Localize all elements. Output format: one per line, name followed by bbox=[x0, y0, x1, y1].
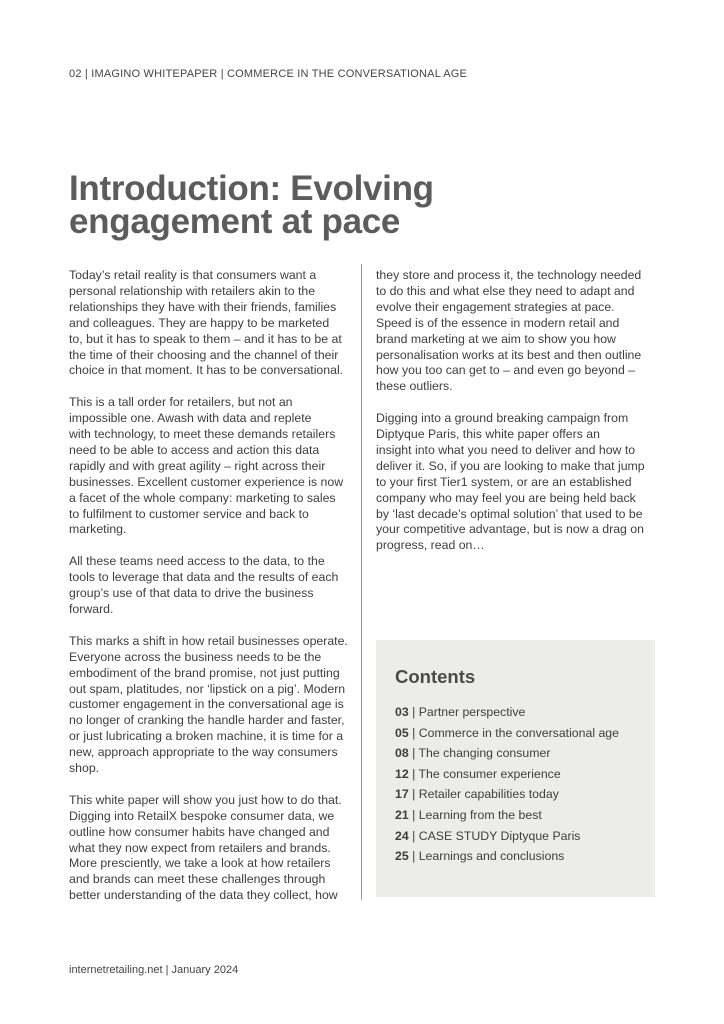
contents-item[interactable]: 24 | CASE STUDY Diptyque Paris bbox=[395, 828, 581, 843]
contents-box bbox=[376, 640, 655, 897]
contents-page-number: 24 bbox=[395, 828, 409, 843]
contents-page-number: 21 bbox=[395, 807, 409, 822]
contents-item[interactable]: 25 | Learnings and conclusions bbox=[395, 849, 565, 864]
title-line-1: Introduction: Evolving bbox=[69, 169, 434, 208]
contents-page-number: 12 bbox=[395, 766, 409, 781]
contents-label: Partner perspective bbox=[418, 705, 526, 719]
column-divider bbox=[361, 264, 362, 900]
contents-page-number: 17 bbox=[395, 787, 409, 802]
contents-label: Learnings and conclusions bbox=[418, 849, 565, 864]
page-header: 02 | IMAGINO WHITEPAPER | COMMERCE IN THE CONVERSATIONAL AGE bbox=[69, 68, 468, 80]
contents-label: The consumer experience bbox=[418, 766, 561, 781]
contents-label: Learning from the best bbox=[418, 807, 542, 822]
left-column bbox=[69, 268, 354, 920]
paragraph: Digging into a ground breaking campaign from Diptyque Paris, this white paper offers an insight into what you need to deliver and how to deliver it. So, if you are looking to make that jump to your first Tier1 system, or are an established company who may feel you are being held back by ‘last decade’s optimal solution’ that used to be your competitive advantage, but is now a drag on progress, read on… bbox=[376, 411, 645, 553]
page-title bbox=[69, 169, 434, 241]
contents-item[interactable]: 03 | Partner perspective bbox=[395, 705, 526, 719]
contents-item[interactable]: 17 | Retailer capabilities today bbox=[395, 787, 559, 802]
contents-page-number: 05 bbox=[395, 725, 409, 740]
paragraph: Today’s retail reality is that consumers want a personal relationship with retailers akin to the relationships they have with their friends, families and colleagues. They are happy to be marketed to, but it has to speak to them – and it has to be at the time of their choosing and the channel of their choice in that moment. It has to be conversational. bbox=[69, 268, 344, 378]
contents-page-number: 08 bbox=[395, 746, 409, 761]
paragraph: This is a tall order for retailers, but not an impossible one. Awash with data and replete with technology, to meet these demands retailers need to be able to access and action this data rapidly and with great agility – right across their businesses. Excellent customer experience is now a facet of the whole company: marketing to sales to fulfilment to customer service and back to marketing. bbox=[69, 395, 344, 537]
paragraph: All these teams need access to the data, to the tools to leverage that data and the results of each group’s use of that data to drive the business forward. bbox=[69, 554, 339, 616]
contents-label: Retailer capabilities today bbox=[418, 787, 559, 802]
contents-title: Contents bbox=[395, 666, 476, 687]
paragraph: they store and process it, the technology needed to do this and what else they need to adapt and evolve their engagement strategies at pace. Speed is of the essence in modern retail and brand marketing at we aim to show you how personalisation works at its best and then outline how you too can get to – and even go beyond – these outliers. bbox=[376, 268, 642, 394]
contents-page-number: 25 bbox=[395, 849, 409, 864]
contents-item[interactable]: 12 | The consumer experience bbox=[395, 766, 561, 781]
contents-label: The changing consumer bbox=[418, 746, 551, 761]
contents-label: Commerce in the conversational age bbox=[418, 725, 619, 740]
contents-item[interactable]: 21 | Learning from the best bbox=[395, 807, 542, 822]
contents-item[interactable]: 08 | The changing consumer bbox=[395, 746, 551, 761]
contents-list bbox=[395, 705, 619, 870]
paragraph: This marks a shift in how retail businesses operate. Everyone across the business needs to be the embodiment of the brand promise, not just putting out spam, platitudes, nor ‘lipstick on a pig’. Modern customer engagement in the conversational age is no longer of cranking the handle harder and faster, or just lubricating a broken machine, it is time for a new, approach appropriate to the way consumers shop. bbox=[69, 633, 348, 776]
contents-page-number: 03 bbox=[395, 705, 409, 719]
title-line-2: engagement at pace bbox=[69, 202, 401, 241]
contents-item[interactable]: 05 | Commerce in the conversational age bbox=[395, 725, 619, 740]
contents-label: CASE STUDY Diptyque Paris bbox=[418, 828, 581, 843]
right-column bbox=[376, 268, 656, 570]
page-footer: internetretailing.net | January 2024 bbox=[69, 964, 239, 976]
paragraph: This white paper will show you just how to do that. Digging into RetailX bespoke consumer data, we outline how consumer habits have changed and what they now expect from retailers and brands. More presciently, we take a look at how retailers and brands can meet these challenges through better understanding of the data they collect, how bbox=[69, 792, 342, 903]
